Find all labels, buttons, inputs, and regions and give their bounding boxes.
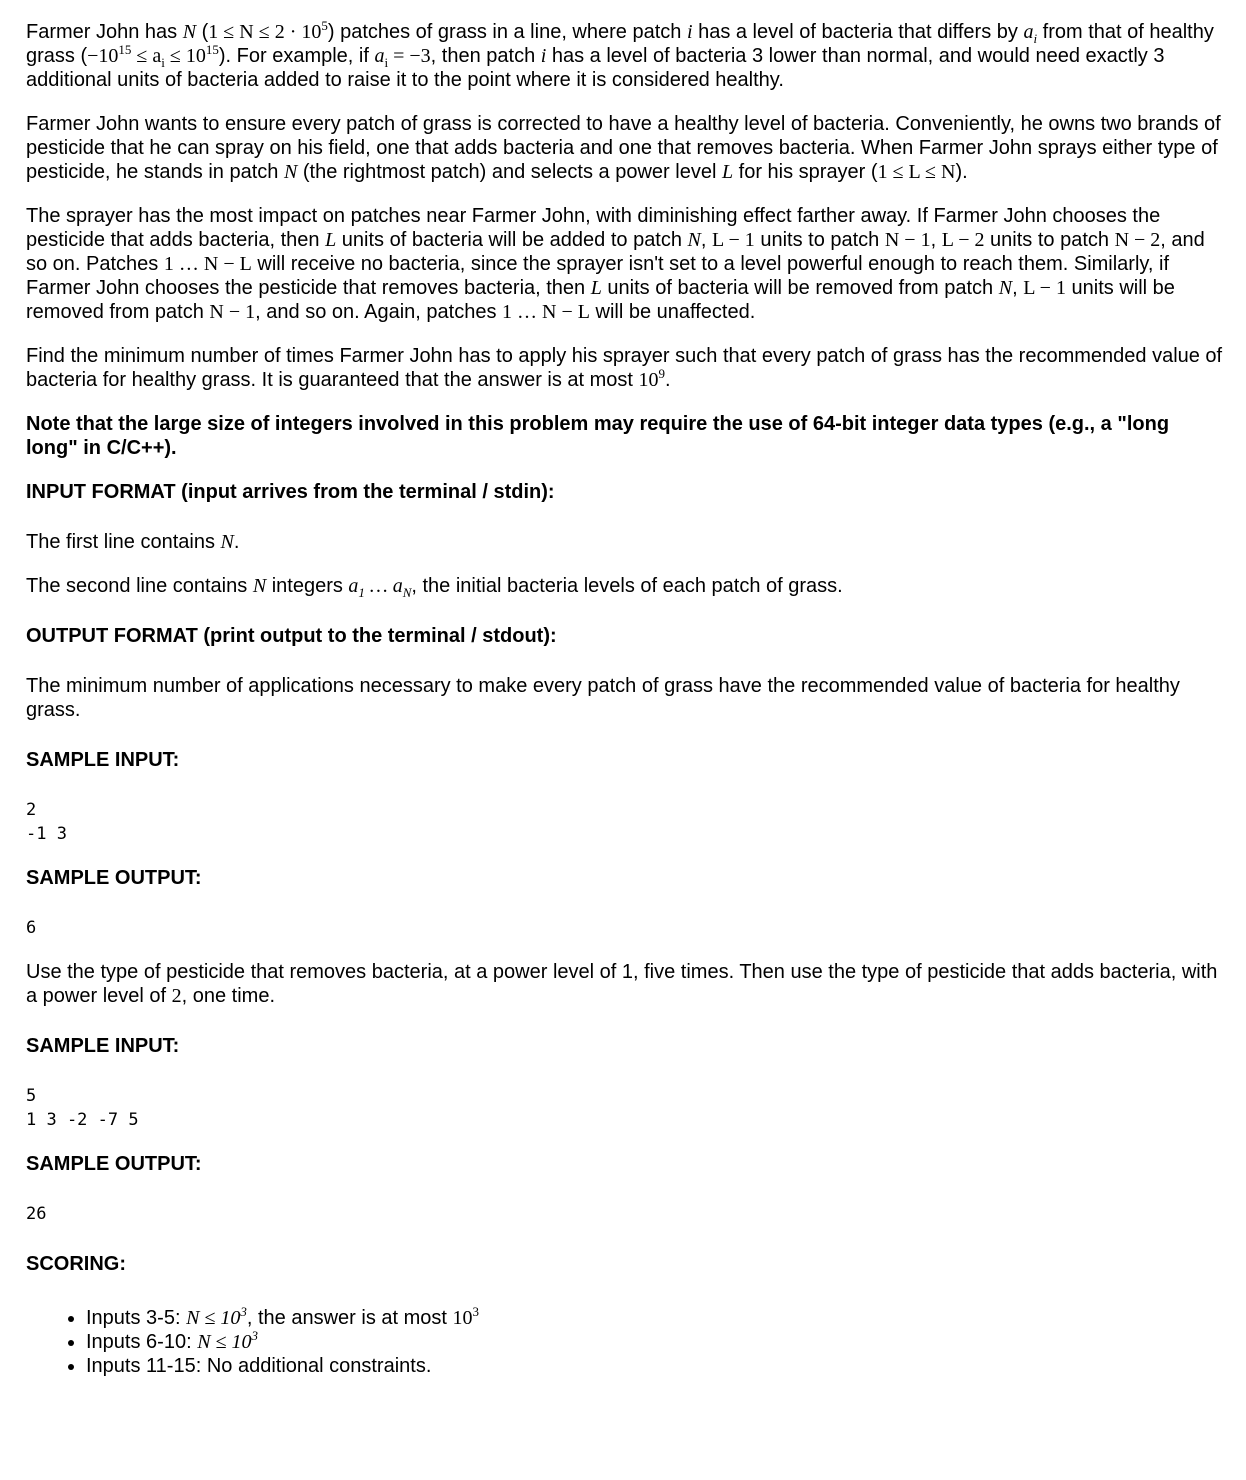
math: $a_i$ bbox=[1023, 21, 1038, 46]
input-format-line2: The second line contains N integers $a_1$ … $a_N$, the initial bacteria levels of each patch of grass. bbox=[26, 575, 843, 600]
text: ) patches of grass in a line, where patch bbox=[327, 21, 687, 43]
sample-output-block: 26 bbox=[26, 1204, 47, 1224]
text: has a level of bacteria 3 lower than normal, and would need exactly 3 additional units of bacteria added to raise it to the point where it is considered healthy. bbox=[26, 45, 1165, 91]
sample-explanation: Use the type of pesticide that removes bacteria, at a power level of 1, five times. Then use the type of pesticide that adds bacteria, with a power level of 2, one time. bbox=[26, 961, 1218, 1007]
math: i bbox=[540, 45, 547, 67]
intro-paragraph bbox=[26, 20, 1224, 92]
math: $a_i = -3$ bbox=[374, 45, 431, 70]
output-format-heading: OUTPUT FORMAT (print output to the terminal / stdout): bbox=[26, 625, 557, 647]
note-paragraph: Note that the large size of integers involved in this problem may require the use of 64-bit integer data types (e.g., a "long long" in C/C++). bbox=[26, 413, 1170, 459]
sample-input-heading: SAMPLE INPUT: bbox=[26, 1035, 180, 1057]
sample-output-heading: SAMPLE OUTPUT: bbox=[26, 867, 202, 889]
list-item: • Inputs 3-5: $N \le 10^3$, the answer is at most $10^3$ bbox=[86, 1306, 1224, 1330]
scoring-list bbox=[26, 1306, 1224, 1378]
sprayer-paragraph: Farmer John wants to ensure every patch of grass is corrected to have a healthy level of bacteria. Conveniently, he owns two brands of pesticide that he can spray on his field, one that adds bacteria and one that removes bacteria. When Farmer John sprays either type of pesticide, he stands in patch N (the rightmost patch) and selects a power level L for his sprayer (1 ≤ L ≤ N). bbox=[26, 113, 1221, 183]
impact-paragraph: The sprayer has the most impact on patches near Farmer John, with diminishing effect farther away. If Farmer John chooses the pesticide that adds bacteria, then L units of bacteria will be added to patch N, L − 1 units to patch N − 1, L − 2 units to patch N − 2, and so on. Patches 1 … N − L will receive no bacteria, since the sprayer isn't set to a level powerful enough to reach them. Similarly, if Farmer John chooses the pesticide that removes bacteria, then L units of bacteria will be removed from patch N, L − 1 units will be removed from patch N − 1, and so on. Again, patches 1 … N − L will be unaffected. bbox=[26, 205, 1205, 323]
input-format-heading: INPUT FORMAT (input arrives from the terminal / stdin): bbox=[26, 481, 555, 503]
text: ( bbox=[196, 21, 209, 43]
math: N bbox=[182, 21, 197, 43]
sample-input-block: 2 -1 3 bbox=[26, 800, 67, 844]
sample-input-block: 5 1 3 -2 -7 5 bbox=[26, 1086, 139, 1130]
math: $1 \le N \le 2 \cdot 10^5$ bbox=[208, 18, 328, 43]
sample-output-block: 6 bbox=[26, 918, 37, 938]
text: ). For example, if bbox=[218, 45, 375, 67]
text: Farmer John has bbox=[26, 21, 183, 43]
scoring-heading: SCORING: bbox=[26, 1253, 126, 1275]
text: , then patch bbox=[430, 45, 541, 67]
output-format-text: The minimum number of applications necessary to make every patch of grass have the recommended value of bacteria for healthy grass. bbox=[26, 675, 1180, 721]
text: from that of healthy grass ( bbox=[26, 21, 1214, 67]
list-item: • Inputs 6-10: $N \le 10^3$ bbox=[86, 1330, 1224, 1354]
sample-input-heading: SAMPLE INPUT: bbox=[26, 749, 180, 771]
sample-output-heading: SAMPLE OUTPUT: bbox=[26, 1153, 202, 1175]
math: $-10^{15} \le a_i \le 10^{15}$ bbox=[87, 42, 219, 70]
input-format-line1: The first line contains N. bbox=[26, 531, 240, 553]
math: i bbox=[686, 21, 693, 43]
text: has a level of bacteria that differs by bbox=[692, 21, 1024, 43]
list-item: • Inputs 11-15: No additional constraints. bbox=[86, 1354, 1224, 1378]
goal-paragraph: Find the minimum number of times Farmer John has to apply his sprayer such that every patch of grass has the recommended value of bacteria for healthy grass. It is guaranteed that the answer is at most $10^9$. bbox=[26, 345, 1223, 391]
